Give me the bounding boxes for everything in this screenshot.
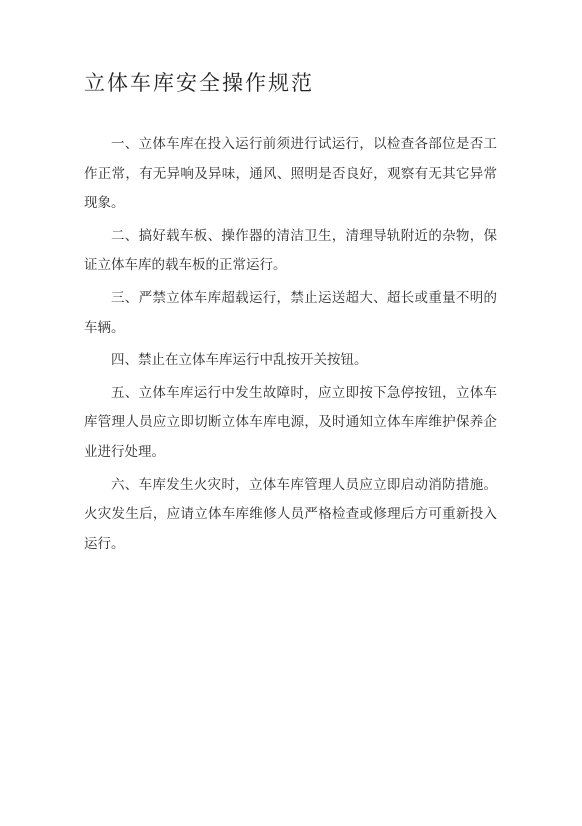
document-body	[84, 130, 497, 562]
document-title: 立体车库安全操作规范	[84, 71, 314, 95]
paragraph-2: 二、搞好载车板、操作器的清洁卫生，清理导轨附近的杂物，保证立体车库的载车板的正常运行。	[84, 227, 497, 274]
paragraph-5: 五、立体车库运行中发生故障时，应立即按下急停按钮，立体车库管理人员应立即切断立体车库电源，及时通知立体车库维护保养企业进行处理。	[84, 384, 497, 460]
paragraph-6: 六、车库发生火灾时，立体车库管理人员应立即启动消防措施。火灾发生后，应请立体车库维修人员严格检查或修理后方可重新投入运行。	[84, 476, 497, 552]
paragraph-3: 三、严禁立体车库超载运行，禁止运送超大、超长或重量不明的车辆。	[84, 289, 497, 336]
paragraph-1: 一、立体车库在投入运行前须进行试运行，以检查各部位是否工作正常，有无异响及异味，通风、照明是否良好，观察有无其它异常现象。	[84, 136, 497, 212]
paragraph-4: 四、禁止在立体车库运行中乱按开关按钮。	[111, 352, 368, 369]
